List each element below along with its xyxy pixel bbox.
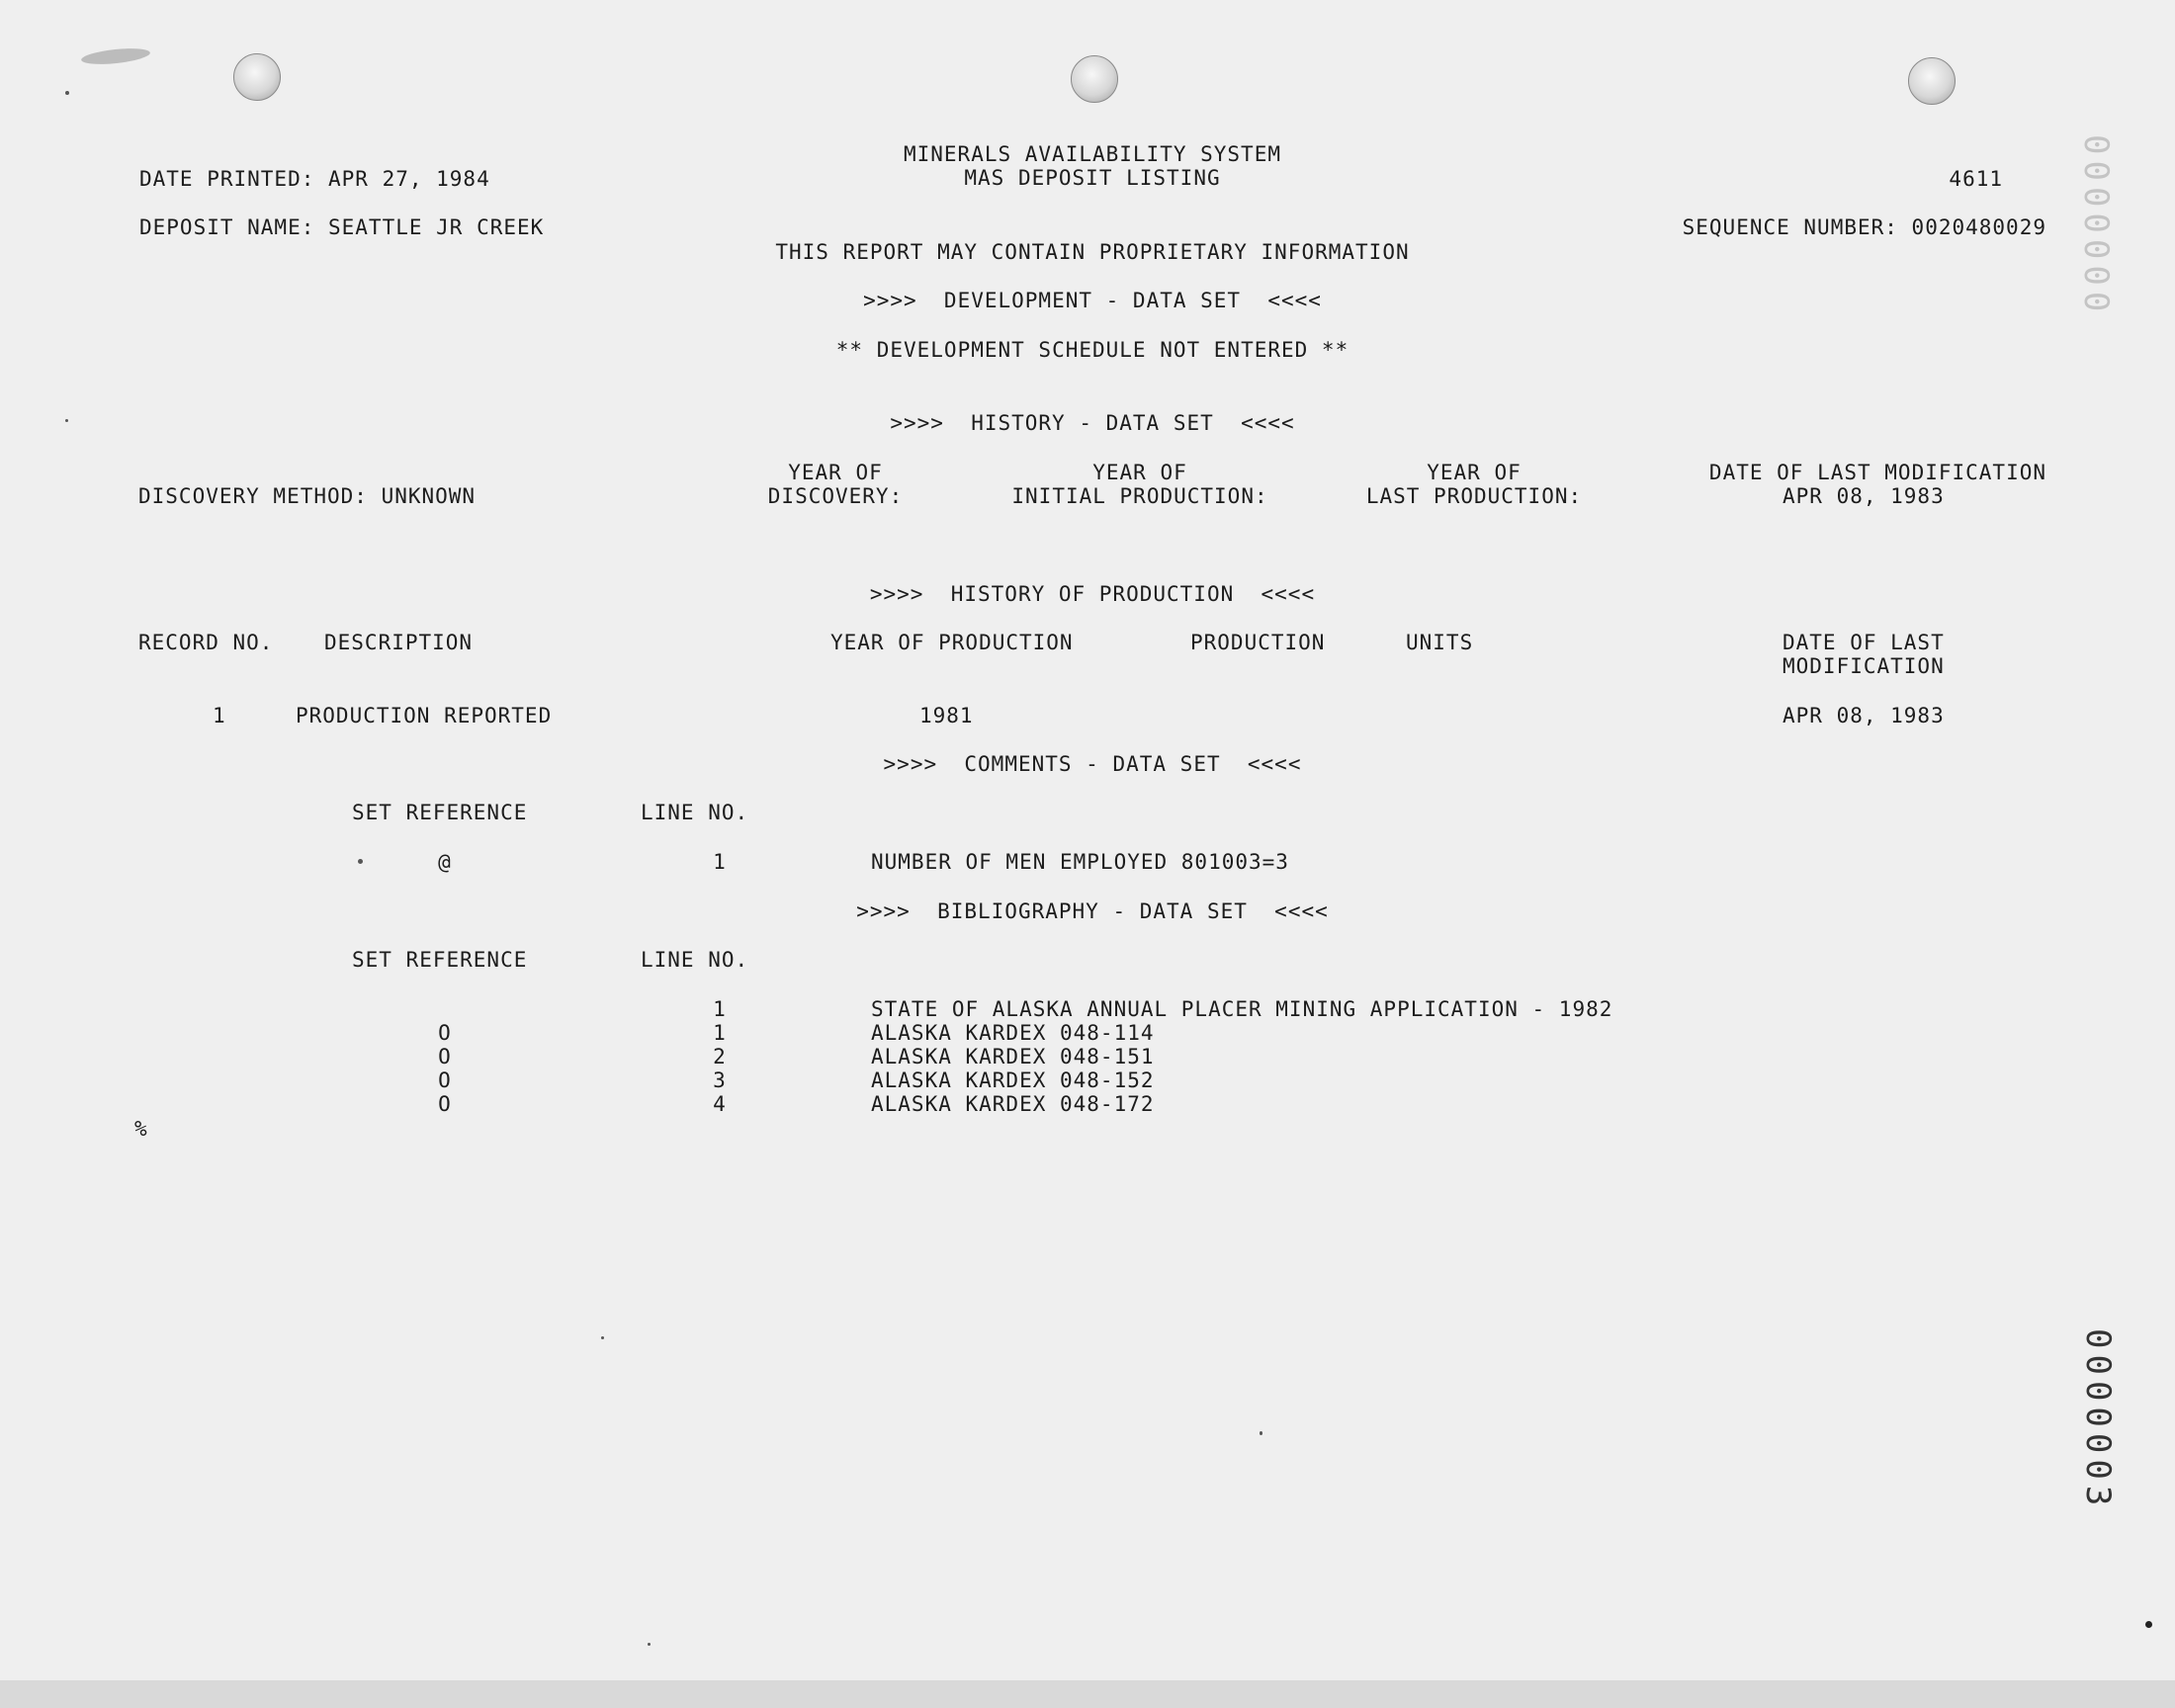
production-description: PRODUCTION REPORTED: [296, 704, 553, 727]
sequence-number: SEQUENCE NUMBER: 0020480029: [1682, 215, 2046, 239]
last-modification-value: APR 08, 1983: [1783, 484, 1945, 508]
paper-speck: [2145, 1621, 2152, 1628]
year-of-discovery-label: DISCOVERY:: [767, 484, 904, 508]
production-last-modification: APR 08, 1983: [1783, 704, 1945, 727]
production-heading: >>>> HISTORY OF PRODUCTION <<<<: [869, 582, 1316, 606]
bibliography-line-no: 1: [713, 1021, 727, 1045]
comment-line-no: 1: [713, 850, 727, 874]
bibliography-col-set-reference: SET REFERENCE: [352, 948, 528, 972]
col-record-no: RECORD NO.: [138, 631, 274, 654]
col-date-of-last-modification: DATE OF LAST: [1783, 631, 1945, 654]
page-number: 4611: [1949, 167, 2003, 191]
bibliography-line-no: 3: [713, 1068, 727, 1092]
bibliography-line-no: 1: [713, 997, 727, 1021]
bibliography-line-no: 2: [713, 1045, 727, 1068]
binder-hole-center: [1071, 55, 1118, 103]
page-sequence-stamp: 0000003: [2078, 1328, 2118, 1512]
col-units: UNITS: [1406, 631, 1474, 654]
last-modification-label: DATE OF LAST MODIFICATION: [1708, 461, 2046, 484]
listing-title: MAS DEPOSIT LISTING: [964, 166, 1221, 190]
production-record-no: 1: [213, 704, 226, 727]
last-production-label: LAST PRODUCTION:: [1365, 484, 1583, 508]
bibliography-heading: >>>> BIBLIOGRAPHY - DATA SET <<<<: [856, 899, 1329, 923]
bibliography-col-line-no: LINE NO.: [641, 948, 749, 972]
bibliography-set-reference: O: [438, 1068, 452, 1092]
binder-hole-left: [233, 53, 281, 101]
paper-speck: [65, 419, 68, 422]
initial-production-label: INITIAL PRODUCTION:: [1011, 484, 1268, 508]
paper-speck: [65, 91, 69, 95]
paper-speck: [1260, 1431, 1262, 1435]
bibliography-line-no: 4: [713, 1092, 727, 1116]
bibliography-entry: STATE OF ALASKA ANNUAL PLACER MINING APPLICATION - 1982: [871, 997, 1613, 1021]
col-date-of-last-modification: MODIFICATION: [1783, 654, 1945, 678]
bibliography-entry: ALASKA KARDEX 048-114: [871, 1021, 1155, 1045]
col-production: PRODUCTION: [1190, 631, 1326, 654]
production-year: 1981: [919, 704, 974, 727]
scan-bottom-edge: [0, 1680, 2175, 1708]
comments-col-set-reference: SET REFERENCE: [352, 801, 528, 824]
comments-col-line-no: LINE NO.: [641, 801, 749, 824]
last-production-label: YEAR OF: [1427, 461, 1522, 484]
paper-speck: [648, 1643, 651, 1646]
comment-text: NUMBER OF MEN EMPLOYED 801003=3: [871, 850, 1289, 874]
proprietary-notice: THIS REPORT MAY CONTAIN PROPRIETARY INFORMATION: [775, 240, 1410, 264]
deposit-name: DEPOSIT NAME: SEATTLE JR CREEK: [139, 215, 545, 239]
development-note: ** DEVELOPMENT SCHEDULE NOT ENTERED **: [835, 338, 1349, 362]
paper-speck: [601, 1336, 604, 1339]
ink-smudge: [80, 45, 150, 66]
bibliography-set-reference: O: [438, 1092, 452, 1116]
binder-hole-right: [1908, 57, 1956, 105]
bibliography-entry: ALASKA KARDEX 048-151: [871, 1045, 1155, 1068]
comment-set-reference: @: [438, 850, 452, 874]
faint-sequence-stamp: 0000000: [2076, 134, 2116, 318]
comments-heading: >>>> COMMENTS - DATA SET <<<<: [883, 752, 1302, 776]
development-heading: >>>> DEVELOPMENT - DATA SET <<<<: [863, 289, 1322, 312]
bibliography-set-reference: O: [438, 1045, 452, 1068]
initial-production-label: YEAR OF: [1092, 461, 1187, 484]
discovery-method: DISCOVERY METHOD: UNKNOWN: [138, 484, 477, 508]
date-printed: DATE PRINTED: APR 27, 1984: [139, 167, 490, 191]
history-heading: >>>> HISTORY - DATA SET <<<<: [890, 411, 1295, 435]
year-of-discovery-label: YEAR OF: [788, 461, 883, 484]
system-title: MINERALS AVAILABILITY SYSTEM: [903, 142, 1281, 166]
bibliography-entry: ALASKA KARDEX 048-152: [871, 1068, 1155, 1092]
col-year-of-production: YEAR OF PRODUCTION: [830, 631, 1074, 654]
end-of-listing-marker: %: [134, 1117, 148, 1141]
paper-speck: [358, 859, 363, 864]
bibliography-entry: ALASKA KARDEX 048-172: [871, 1092, 1155, 1116]
bibliography-set-reference: O: [438, 1021, 452, 1045]
col-description: DESCRIPTION: [324, 631, 474, 654]
